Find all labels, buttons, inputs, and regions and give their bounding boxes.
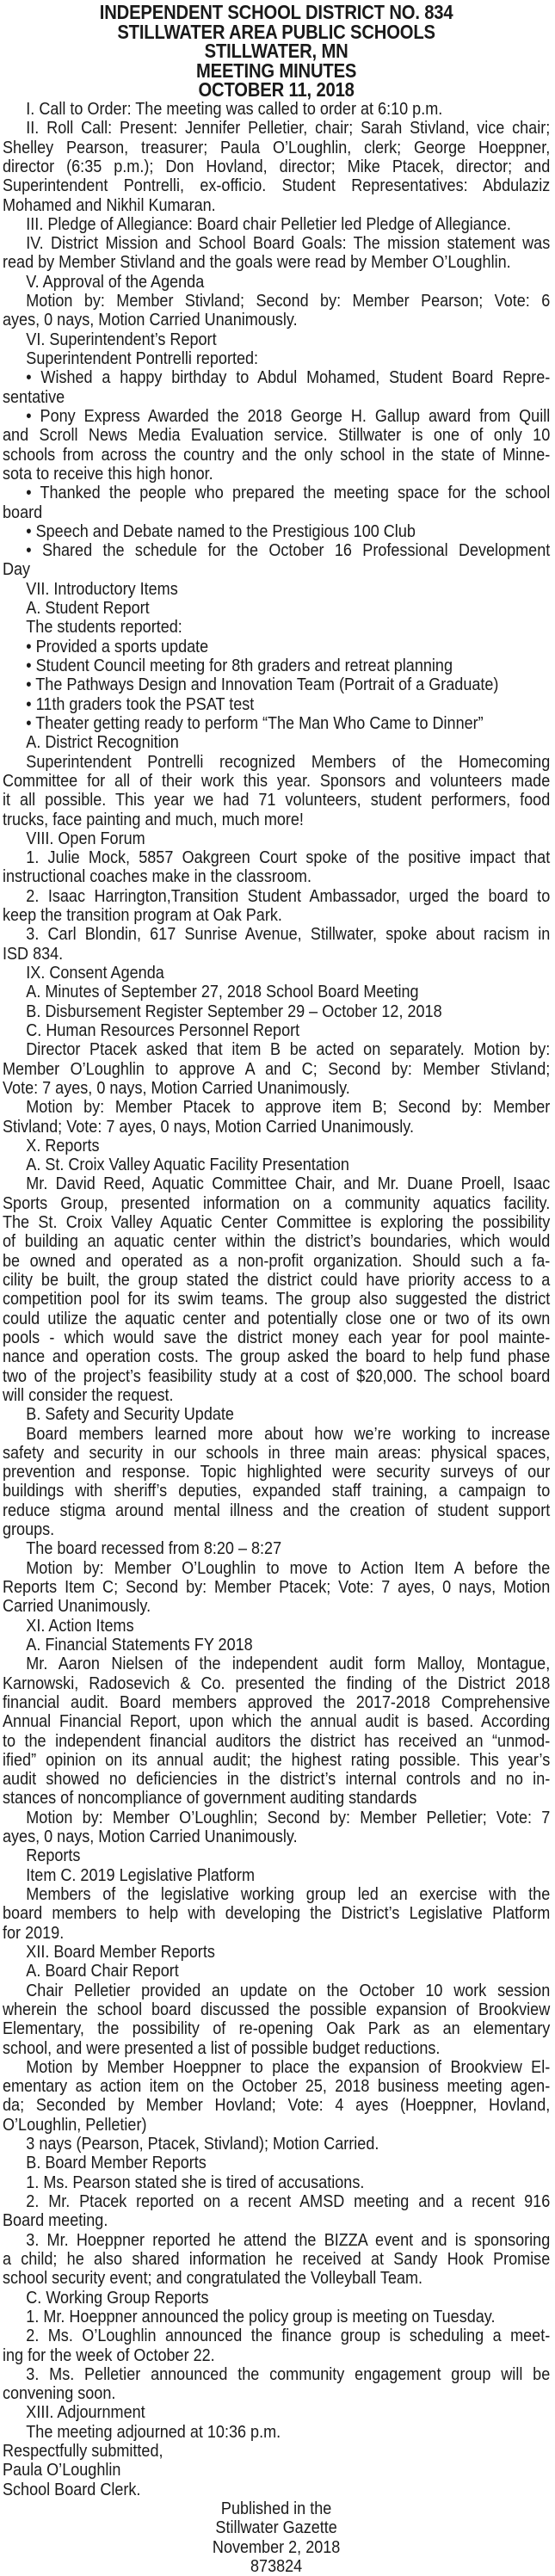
paragraph bbox=[3, 234, 550, 273]
text-line: sota to receive this high honor. bbox=[3, 463, 213, 484]
paragraph bbox=[3, 580, 550, 599]
text-line: Shelley Pearson, treasurer; Paula O’Loughlin, clerk; George Hoeppner, bbox=[3, 137, 551, 157]
paragraph bbox=[3, 1156, 550, 1174]
text-line: Superintendent Pontrelli recognized Members of the Homecoming bbox=[26, 751, 551, 772]
text-line: • Provided a sports update bbox=[26, 636, 209, 656]
text-line: financial audit. Board members approved the 2017-2018 Comprehensive bbox=[3, 1692, 551, 1712]
text-line: Elementary, the possibility of re-opening Oak Park as an elementary bbox=[3, 2018, 551, 2039]
title-line: OCTOBER 11, 2018 bbox=[198, 78, 355, 102]
text-line: B. Board Member Reports bbox=[26, 2153, 207, 2173]
text-line: The students reported: bbox=[26, 617, 182, 638]
text-line: school security event; and congratulated the Volleyball Team. bbox=[3, 2268, 423, 2289]
text-line: trucks, face painting and much, much more! bbox=[3, 809, 304, 829]
title-line: STILLWATER, MN bbox=[204, 40, 348, 63]
text-line: ified” opinion on its annual audit; the highest rating possible. This year’s bbox=[3, 1749, 551, 1770]
paragraph bbox=[3, 1866, 550, 1885]
text-line: • Student Council meeting for 8th graders and retreat planning bbox=[26, 656, 453, 676]
text-line: safety and security in our schools in three main areas: physical spaces, bbox=[3, 1442, 551, 1463]
title-line: STILLWATER AREA PUBLIC SCHOOLS bbox=[117, 20, 435, 43]
text-line: Sports Group, presented information on a community aquatics facility. bbox=[3, 1192, 551, 1213]
paragraph bbox=[3, 349, 550, 368]
text-line: 2. Ms. O’Loughlin announced the finance group is scheduling a meet- bbox=[26, 2326, 551, 2346]
text-line: a child; he also shared information he received at Sandy Hook Promise bbox=[3, 2248, 551, 2269]
text-line: school, and were presented a list of possible budget reductions. bbox=[3, 2037, 441, 2058]
publication-line: 873824 bbox=[250, 2555, 303, 2576]
text-line: Motion by Member Hoeppner to place the expansion of Brookview El- bbox=[26, 2056, 551, 2077]
paragraph bbox=[3, 522, 550, 541]
paragraph bbox=[3, 484, 550, 522]
text-line: • The Pathways Design and Innovation Team (Portrait of a Graduate) bbox=[26, 675, 499, 695]
minutes-body bbox=[3, 100, 550, 2499]
text-line: Vote: 7 ayes, 0 nays, Motion Carried Unanimously. bbox=[3, 1077, 350, 1098]
text-line: VII. Introductory Items bbox=[26, 578, 178, 599]
text-line: audit showed no deficiencies in the district’s internal controls and no in- bbox=[3, 1769, 551, 1790]
title-line: INDEPENDENT SCHOOL DISTRICT NO. 834 bbox=[99, 1, 453, 23]
title-line: MEETING MINUTES bbox=[195, 59, 357, 82]
paragraph bbox=[3, 618, 550, 637]
paragraph bbox=[3, 2403, 550, 2422]
paragraph bbox=[3, 2326, 550, 2365]
paragraph bbox=[3, 1405, 550, 1424]
text-line: nance and operation costs. The group asked the board to help fund phase bbox=[3, 1347, 551, 1367]
paragraph bbox=[3, 368, 550, 407]
paragraph bbox=[3, 2058, 550, 2135]
text-line: • Speech and Debate named to the Prestigious 100 Club bbox=[26, 521, 416, 541]
text-line: to the independent financial auditors the district has received an “unmod- bbox=[3, 1730, 551, 1751]
paragraph bbox=[3, 1559, 550, 1617]
text-line: director (6:35 p.m.); Don Hovland, director; Mike Ptacek, director; and bbox=[3, 156, 551, 176]
text-line: Motion by: Member O’Loughlin to move to Action Item A before the bbox=[26, 1557, 551, 1578]
paragraph bbox=[3, 1636, 550, 1655]
text-line: C. Human Resources Personnel Report bbox=[26, 1020, 300, 1040]
text-line: Carried Unanimously. bbox=[3, 1596, 151, 1617]
paragraph bbox=[3, 2173, 550, 2192]
text-line: 1. Ms. Pearson stated she is tired of accusations. bbox=[26, 2172, 365, 2192]
text-line: be owned and operated as a non-profit organization. Should such a fa- bbox=[3, 1250, 551, 1271]
text-line: The meeting adjourned at 10:36 p.m. bbox=[26, 2421, 281, 2442]
text-line: • Pony Express Awarded the 2018 George H. Gallup award from Quill bbox=[26, 405, 551, 426]
text-line: • Theater getting ready to perform “The Man Who Came to Dinner” bbox=[26, 712, 484, 733]
text-line: III. Pledge of Allegiance: Board chair Pelletier led Pledge of Allegiance. bbox=[26, 213, 511, 234]
text-line: Chair Pelletier provided an update on the October 10 work session bbox=[26, 1980, 551, 2000]
text-line: ing for the week of October 22. bbox=[3, 2345, 215, 2365]
text-line: could utilize the aquatic center and potentially close one or two of its own bbox=[3, 1308, 551, 1328]
paragraph bbox=[3, 407, 550, 484]
text-line: IX. Consent Agenda bbox=[26, 963, 164, 983]
text-line: Motion by: Member O’Loughlin; Second by: Member Pelletier; Vote: 7 bbox=[26, 1807, 551, 1827]
paragraph bbox=[3, 119, 550, 215]
paragraph bbox=[3, 1809, 550, 1847]
paragraph bbox=[3, 1981, 550, 2058]
paragraph bbox=[3, 983, 550, 1001]
publication-line: Published in the bbox=[220, 2499, 332, 2519]
text-line: Respectfully submitted, bbox=[3, 2441, 163, 2462]
text-line: convening soon. bbox=[3, 2383, 116, 2404]
paragraph bbox=[3, 541, 550, 580]
text-line: board bbox=[3, 502, 43, 522]
text-line: sentative bbox=[3, 386, 65, 407]
text-line: ementary as action item on the October 25, 2018 business meeting agen- bbox=[3, 2076, 551, 2097]
text-line: stances of noncompliance of government auditing standards bbox=[3, 1788, 417, 1809]
text-line: 2. Isaac Harrington,Transition Student Ambassador, urged the board to bbox=[26, 885, 551, 906]
text-line: B. Disbursement Register September 29 – October 12, 2018 bbox=[26, 1001, 442, 1021]
text-line: The board recessed from 8:20 – 8:27 bbox=[26, 1538, 282, 1559]
paragraph bbox=[3, 1137, 550, 1156]
text-line: Karnowski, Radosevich & Co. presented the finding of the District 2018 bbox=[3, 1673, 551, 1693]
text-line: Day bbox=[3, 559, 31, 580]
paragraph bbox=[3, 2289, 550, 2308]
paragraph bbox=[3, 1617, 550, 1636]
text-line: A. Minutes of September 27, 2018 School Board Meeting bbox=[26, 982, 419, 1002]
paragraph bbox=[3, 848, 550, 887]
text-line: two of the project’s feasibility study at a cost of $20,000. The school board bbox=[3, 1365, 551, 1386]
text-line: Board members learned more about how we’re working to increase bbox=[26, 1423, 551, 1444]
text-line: Paula O’Loughlin bbox=[3, 2460, 121, 2480]
text-line: Item C. 2019 Legislative Platform bbox=[26, 1864, 255, 1885]
paragraph bbox=[3, 695, 550, 714]
text-line: and Scroll News Media Evaluation service. Stillwater is one of only 10 bbox=[3, 425, 551, 446]
text-line: O’Loughlin, Pelletier) bbox=[3, 2114, 147, 2135]
text-line: 3. Mr. Hoeppner reported he attend the BIZZA event and is sponsoring bbox=[26, 2229, 551, 2250]
text-line: Mr. Aaron Nielsen of the independent audit form Malloy, Montague, bbox=[26, 1654, 551, 1674]
text-line: 1. Mr. Hoeppner announced the policy group is meeting on Tuesday. bbox=[26, 2306, 496, 2326]
text-line: • Thanked the people who prepared the meeting space for the school bbox=[26, 483, 551, 503]
paragraph bbox=[3, 2365, 550, 2404]
paragraph bbox=[3, 964, 550, 983]
paragraph bbox=[3, 1539, 550, 1558]
text-line: • Shared the schedule for the October 16 Professional Development bbox=[26, 540, 551, 561]
paragraph bbox=[3, 1174, 550, 1405]
text-line: schools from across the country and the only school in the state of Minne- bbox=[3, 444, 551, 465]
text-line: B. Safety and Security Update bbox=[26, 1404, 234, 1425]
text-line: Member O’Loughlin to approve A and C; Second by: Member Stivland; bbox=[3, 1058, 551, 1079]
text-line: A. Board Chair Report bbox=[26, 1961, 179, 1981]
paragraph bbox=[3, 599, 550, 618]
text-line: Motion by: Member Ptacek to approve item B; Second by: Member bbox=[26, 1097, 551, 1118]
paragraph bbox=[3, 1885, 550, 1943]
text-line: da; Seconded by Member Hovland; Vote: 4 ayes (Hoeppner, Hovland, bbox=[3, 2095, 551, 2116]
text-line: XIII. Adjournment bbox=[26, 2402, 145, 2423]
text-line: Stivland; Vote: 7 ayes, 0 nays, Motion Carried Unanimously. bbox=[3, 1116, 414, 1137]
paragraph bbox=[3, 675, 550, 694]
text-line: I. Call to Order: The meeting was called to order at 6:10 p.m. bbox=[26, 98, 443, 119]
paragraph bbox=[3, 1098, 550, 1137]
text-line: XI. Action Items bbox=[26, 1615, 134, 1636]
paragraph bbox=[3, 925, 550, 964]
notice-title bbox=[3, 3, 550, 100]
text-line: Committee for all of their work this year. Sponsors and volunteers made bbox=[3, 770, 551, 791]
text-line: A. District Recognition bbox=[26, 732, 179, 753]
text-line: V. Approval of the Agenda bbox=[26, 271, 205, 292]
paragraph bbox=[3, 330, 550, 349]
paragraph bbox=[3, 753, 550, 829]
text-line: reduce stigma around mental illness and the creation of student support bbox=[3, 1500, 551, 1520]
paragraph bbox=[3, 2154, 550, 2172]
text-line: Mr. David Reed, Aquatic Committee Chair, and Mr. Duane Proell, Isaac bbox=[26, 1174, 551, 1194]
text-line: board members to help with developing the District’s Legislative Platform bbox=[3, 1903, 551, 1924]
text-line: VI. Superintendent’s Report bbox=[26, 329, 217, 349]
text-line: A. St. Croix Valley Aquatic Facility Presentation bbox=[26, 1155, 349, 1175]
text-line: Superintendent Pontrelli reported: bbox=[26, 348, 259, 369]
paragraph bbox=[3, 2308, 550, 2326]
paragraph bbox=[3, 733, 550, 752]
text-line: VIII. Open Forum bbox=[26, 828, 145, 848]
paragraph bbox=[3, 2192, 550, 2231]
text-line: X. Reports bbox=[26, 1135, 100, 1156]
paragraph bbox=[3, 1655, 550, 1809]
text-line: wherein the school board discussed the possible expansion of Brookview bbox=[3, 1999, 551, 2019]
paragraph bbox=[3, 2423, 550, 2442]
text-line: Annual Financial Report, upon which the annual audit is based. According bbox=[3, 1711, 551, 1732]
paragraph bbox=[3, 215, 550, 234]
paragraph bbox=[3, 656, 550, 675]
paragraph bbox=[3, 2442, 550, 2461]
paragraph bbox=[3, 2135, 550, 2154]
text-line: Director Ptacek asked that item B be acted on separately. Motion by: bbox=[26, 1039, 551, 1060]
paragraph bbox=[3, 2480, 550, 2499]
text-line: School Board Clerk. bbox=[3, 2479, 141, 2499]
text-line: A. Financial Statements FY 2018 bbox=[26, 1634, 253, 1655]
text-line: C. Working Group Reports bbox=[26, 2287, 209, 2308]
text-line: Reports bbox=[26, 1846, 81, 1866]
text-line: of building an aquatic center within the district’s boundaries, which would bbox=[3, 1231, 551, 1252]
text-line: cility be built, the group stated the district could have priority access to a bbox=[3, 1270, 551, 1291]
text-line: ayes, 0 nays, Motion Carried Unanimously. bbox=[3, 1827, 298, 1847]
text-line: pools - which would save the district money each year for pool mainte- bbox=[3, 1327, 551, 1347]
paragraph bbox=[3, 273, 550, 292]
text-line: Mohamed and Nikhil Kumaran. bbox=[3, 194, 216, 215]
paragraph bbox=[3, 829, 550, 848]
text-line: keep the transition program at Oak Park. bbox=[3, 905, 282, 926]
text-line: 3. Carl Blondin, 617 Sunrise Avenue, Stillwater, spoke about racism in bbox=[26, 924, 551, 945]
text-line: buildings with sheriff’s deputies, expanded staff training, a campaign to bbox=[3, 1481, 551, 1501]
publication-line: Stillwater Gazette bbox=[215, 2517, 337, 2538]
text-line: competition pool for its swim teams. The group also suggested the district bbox=[3, 1289, 551, 1310]
text-line: ayes, 0 nays, Motion Carried Unanimously. bbox=[3, 310, 298, 330]
text-line: • Wished a happy birthday to Abdul Mohamed, Student Board Repre- bbox=[26, 367, 551, 388]
publication-line: November 2, 2018 bbox=[212, 2536, 341, 2557]
legal-notice bbox=[3, 3, 550, 2576]
text-line: prevention and response. Topic highlighted were security surveys of our bbox=[3, 1462, 551, 1482]
text-line: IV. District Mission and School Board Goals: The mission statement was bbox=[26, 233, 551, 254]
text-line: Board meeting. bbox=[3, 2210, 108, 2231]
text-line: read by Member Stivland and the goals were read by Member O’Loughlin. bbox=[3, 252, 511, 273]
paragraph bbox=[3, 1846, 550, 1865]
text-line: Reports Item C; Second by: Member Ptacek; Vote: 7 ayes, 0 nays, Motion bbox=[3, 1577, 551, 1598]
text-line: it all possible. This year we had 71 volunteers, student performers, food bbox=[3, 790, 551, 810]
paragraph bbox=[3, 887, 550, 926]
paragraph bbox=[3, 638, 550, 656]
text-line: ISD 834. bbox=[3, 943, 64, 964]
paragraph bbox=[3, 2461, 550, 2480]
text-line: • 11th graders took the PSAT test bbox=[26, 693, 255, 714]
text-line: II. Roll Call: Present: Jennifer Pelletier, chair; Sarah Stivland, vice chair; bbox=[26, 118, 551, 139]
text-line: instructional coaches make in the classroom. bbox=[3, 866, 311, 887]
text-line: 2. Mr. Ptacek reported on a recent AMSD meeting and a recent 916 bbox=[26, 2191, 551, 2212]
text-line: Motion by: Member Stivland; Second by: Member Pearson; Vote: 6 bbox=[26, 291, 551, 311]
paragraph bbox=[3, 1040, 550, 1098]
text-line: 3. Ms. Pelletier announced the community engagement group will be bbox=[26, 2363, 551, 2384]
text-line: XII. Board Member Reports bbox=[26, 1941, 215, 1962]
text-line: The St. Croix Valley Aquatic Center Committee is exploring the possibility bbox=[3, 1212, 551, 1233]
paragraph bbox=[3, 100, 550, 119]
publication-info bbox=[3, 2499, 550, 2576]
paragraph bbox=[3, 292, 550, 330]
text-line: 1. Julie Mock, 5857 Oakgreen Court spoke of the positive impact that bbox=[26, 847, 551, 868]
text-line: for 2019. bbox=[3, 1922, 65, 1943]
paragraph bbox=[3, 1021, 550, 1040]
paragraph bbox=[3, 1962, 550, 1981]
text-line: will consider the request. bbox=[3, 1384, 174, 1405]
paragraph bbox=[3, 1002, 550, 1021]
text-line: 3 nays (Pearson, Ptacek, Stivland); Motion Carried. bbox=[26, 2134, 379, 2154]
paragraph bbox=[3, 714, 550, 733]
paragraph bbox=[3, 1943, 550, 1962]
text-line: Superintendent Pontrelli, ex-officio. Student Representatives: Abdulaziz bbox=[3, 176, 551, 196]
text-line: Members of the legislative working group led an exercise with the bbox=[26, 1884, 551, 1905]
paragraph bbox=[3, 1425, 550, 1540]
text-line: groups. bbox=[3, 1519, 55, 1540]
text-line: A. Student Report bbox=[26, 598, 150, 619]
paragraph bbox=[3, 2231, 550, 2289]
